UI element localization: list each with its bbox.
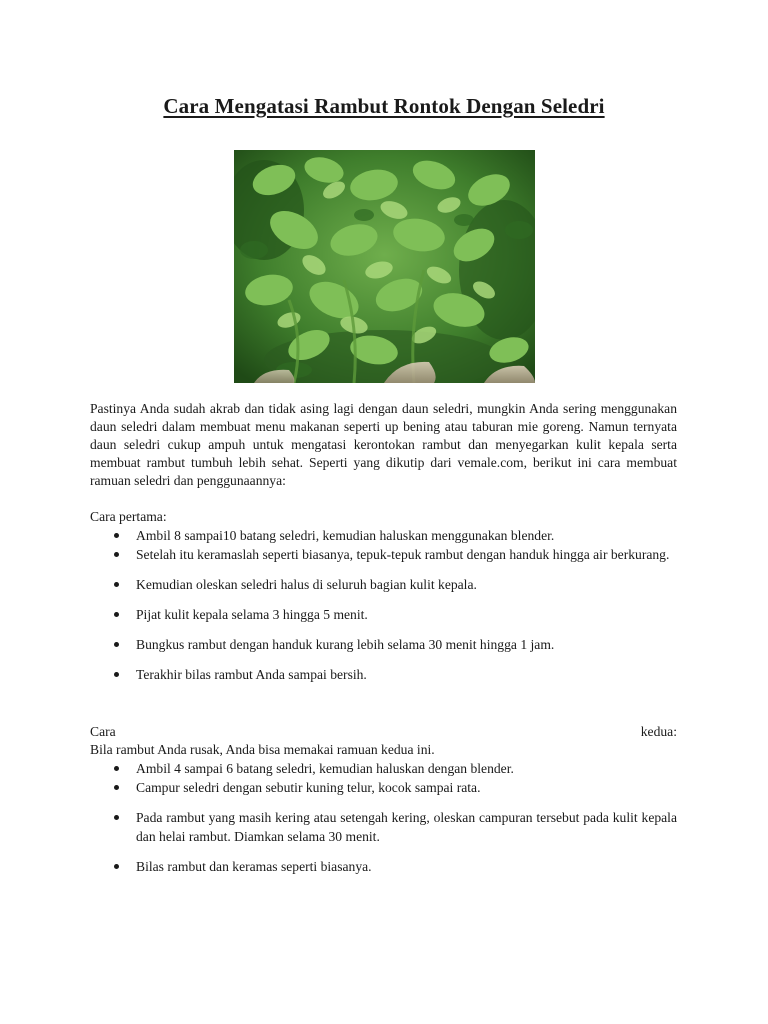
list-item: Terakhir bilas rambut Anda sampai bersih. bbox=[90, 665, 677, 684]
method2-label-right: kedua: bbox=[640, 724, 677, 739]
method1-label: Cara pertama: bbox=[90, 509, 167, 524]
list-item: Kemudian oleskan seledri halus di seluruh bagian kulit kepala. bbox=[90, 575, 677, 594]
bullet-icon bbox=[114, 785, 119, 790]
intro-paragraph: Pastinya Anda sudah akrab dan tidak asing lagi dengan daun seledri, mungkin Anda sering menggunakan daun seledri dalam membuat menu makanan seperti up bening atau taburan mie goreng. Namun ternyata daun seledri cukup ampuh untuk mengatasi kerontokan rambut dan menyegarkan kulit kepala serta membuat rambut tumbuh lebih sehat. Seperti yang dikutip dari vemale.com, berikut ini cara membuat ramuan seledri dan penggunaannya: bbox=[90, 401, 677, 488]
list-item: Pijat kulit kepala selama 3 hingga 5 menit. bbox=[90, 605, 677, 624]
bullet-icon bbox=[114, 642, 119, 647]
bullet-icon bbox=[114, 815, 119, 820]
bullet-icon bbox=[114, 612, 119, 617]
list-item: Bungkus rambut dengan handuk kurang lebih selama 30 menit hingga 1 jam. bbox=[90, 635, 677, 654]
bullet-icon bbox=[114, 672, 119, 677]
list-item: Ambil 4 sampai 6 batang seledri, kemudian haluskan dengan blender. bbox=[90, 759, 677, 778]
list-item: Campur seledri dengan sebutir kuning telur, kocok sampai rata. bbox=[90, 778, 677, 797]
list-item: Pada rambut yang masih kering atau setengah kering, oleskan campuran tersebut pada kulit kepala dan helai rambut. Diamkan selama 30 menit. bbox=[90, 808, 677, 846]
bullet-icon bbox=[114, 582, 119, 587]
list-item: Bilas rambut dan keramas seperti biasanya. bbox=[90, 857, 677, 876]
bullet-icon bbox=[114, 766, 119, 771]
method2-label-left: Cara bbox=[90, 724, 116, 739]
method2-intro: Bila rambut Anda rusak, Anda bisa memakai ramuan kedua ini. bbox=[90, 742, 435, 757]
bullet-icon bbox=[114, 864, 119, 869]
celery-photo bbox=[234, 150, 535, 383]
list-item: Setelah itu keramaslah seperti biasanya, tepuk-tepuk rambut dengan handuk hingga air berkurang. bbox=[90, 545, 677, 564]
bullet-icon bbox=[114, 533, 119, 538]
list-item: Ambil 8 sampai10 batang seledri, kemudian haluskan menggunakan blender. bbox=[90, 526, 677, 545]
method1-steps bbox=[90, 526, 677, 684]
celery-image bbox=[234, 150, 535, 383]
bullet-icon bbox=[114, 552, 119, 557]
page-title: Cara Mengatasi Rambut Rontok Dengan Seledri bbox=[163, 94, 605, 118]
method2-steps bbox=[90, 759, 677, 876]
method2-label bbox=[90, 723, 677, 741]
